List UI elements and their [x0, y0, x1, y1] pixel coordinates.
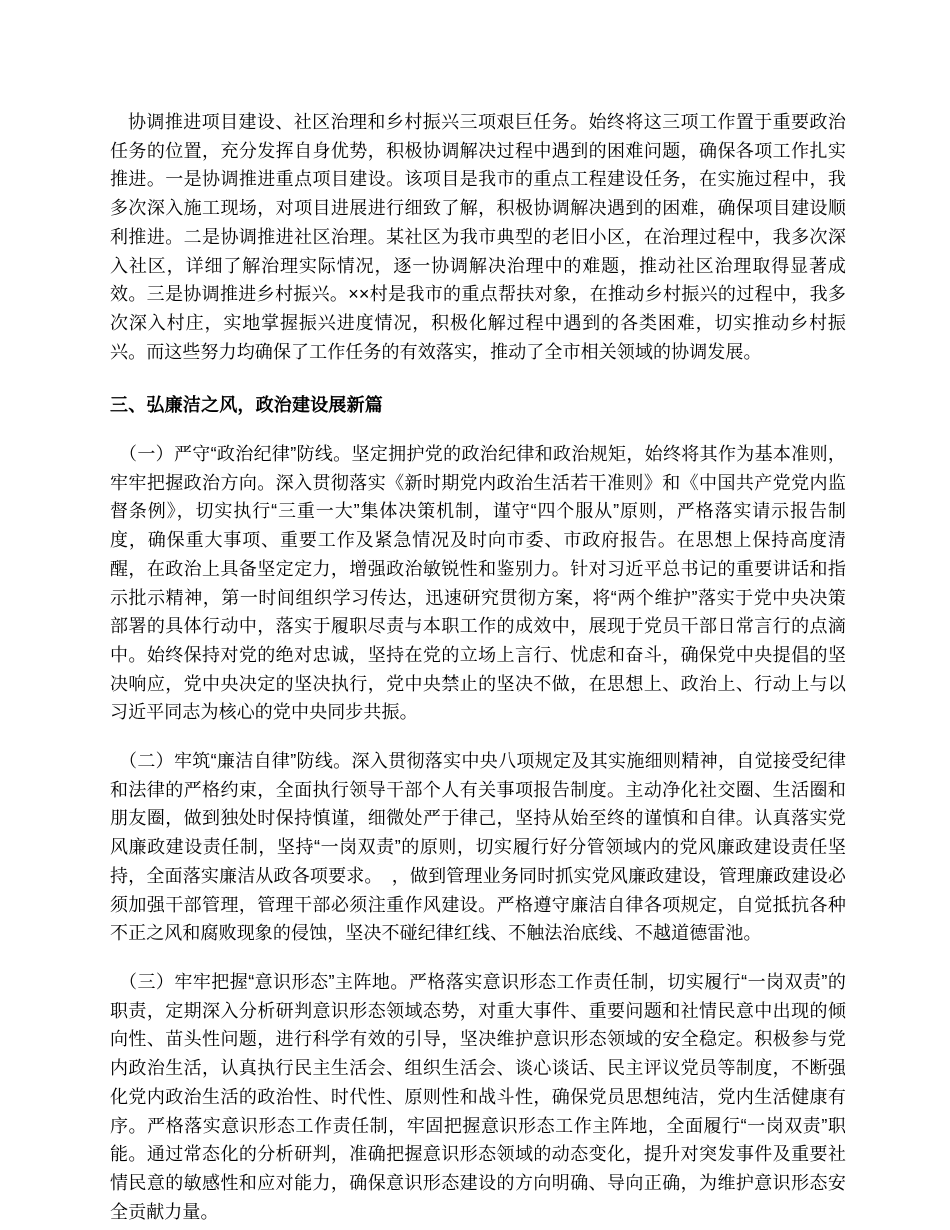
- paragraph-coordination: 协调推进项目建设、社区治理和乡村振兴三项艰巨任务。始终将这三项工作置于重要政治任务的位置，充分发挥自身优势，积极协调解决过程中遇到的困难问题，确保各项工作扎实推进。一是协调推进重点项目建设。该项目是我市的重点工程建设任务，在实施过程中，我多次深入施工现场，对项目进展进行细致了解，积极协调解决遇到的困难，确保项目建设顺利推进。二是协调推进社区治理。某社区为我市典型的老旧小区，在治理过程中，我多次深入社区，详细了解治理实际情况，逐一协调解决治理中的难题，推动社区治理取得显著成效。三是协调推进乡村振兴。××村是我市的重点帮扶对象，在推动乡村振兴的过程中，我多次深入村庄，实地掌握振兴进度情况，积极化解过程中遇到的各类困难，切实推动乡村振兴。而这些努力均确保了工作任务的有效落实，推动了全市相关领域的协调发展。: [110, 112, 846, 362]
- paragraph-item-two: （二）牢筑“廉洁自律”防线。深入贯彻落实中央八项规定及其实施细则精神，自觉接受纪律和法律的严格约束，全面执行领导干部个人有关事项报告制度。主动净化社交圈、生活圈和朋友圈，做到独处时保持慎谨，细微处严于律己，坚持从始至终的谨慎和自律。认真落实党风廉政建设责任制，坚持“一岗双责”的原则，切实履行好分管领域内的党风廉政建设责任坚持，全面落实廉洁从政各项要求。 ，做到管理业务同时抓实党风廉政建设，管理廉政建设必须加强干部管理，管理干部必须注重作风建设。严格遵守廉洁自律各项规定，自觉抵抗各种不正之风和腐败现象的侵蚀，坚决不碰纪律红线、不触法治底线、不越道德雷池。: [110, 751, 846, 944]
- document-body: [110, 108, 846, 1226]
- paragraph-item-three: （三）牢牢把握“意识形态”主阵地。严格落实意识形态工作责任制，切实履行“一岗双责”的职责，定期深入分析研判意识形态领域态势，对重大事件、重要问题和社情民意中出现的倾向性、苗头性问题，进行科学有效的引导，坚决维护意识形态领域的安全稳定。积极参与党内政治生活，认真执行民主生活会、组织生活会、谈心谈话、民主评议党员等制度，不断强化党内政治生活的政治性、时代性、原则性和战斗性，确保党员思想纯洁，党内生活健康有序。严格落实意识形态工作责任制，牢固把握意识形态工作主阵地，全面履行“一岗双责”职能。通过常态化的分析研判，准确把握意识形态领域的动态变化，提升对突发事件及重要社情民意的敏感性和应对能力，确保意识形态建设的方向明确、导向正确，为维护意识形态安全贡献力量。: [110, 971, 846, 1222]
- paragraph-item-one: （一）严守“政治纪律”防线。坚定拥护党的政治纪律和政治规矩，始终将其作为基本准则，牢牢把握政治方向。深入贯彻落实《新时期党内政治生活若干准则》和《中国共产党党内监督条例》，切实执行“三重一大”集体决策机制，谨守“四个服从”原则，严格落实请示报告制度，确保重大事项、重要工作及紧急情况及时向市委、市政府报告。在思想上保持高度清醒，在政治上具备坚定定力，增强政治敏锐性和鉴别力。针对习近平总书记的重要讲话和指示批示精神，第一时间组织学习传达，迅速研究贯彻方案，将“两个维护”落实于党中央决策部署的具体行动中，落实于履职尽责与本职工作的成效中，展现于党员干部日常言行的点滴中。始终保持对党的绝对忠诚，坚持在党的立场上言行、忧虑和奋斗，确保党中央提倡的坚决响应，党中央决定的坚决执行，党中央禁止的坚决不做，在思想上、政治上、行动上与以习近平同志为核心的党中央同步共振。: [110, 444, 846, 723]
- section-heading-three: 三、弘廉洁之风，政治建设展新篇: [110, 395, 383, 416]
